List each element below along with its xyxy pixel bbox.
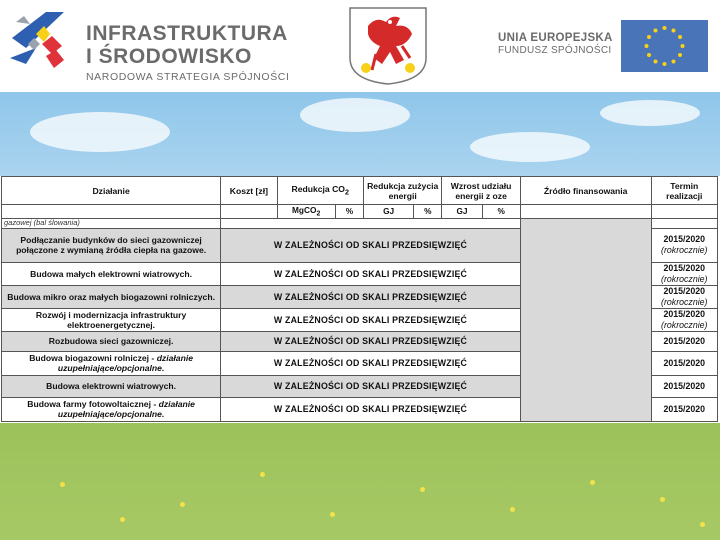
eu-flag-icon (621, 20, 708, 72)
col-header-deadline: Termin realizacji (651, 177, 717, 205)
infrastructure-environment-logo-icon (6, 8, 70, 74)
col-header-energy-reduction: Redukcja zużycia energii (363, 177, 441, 205)
eu-title: UNIA EUROPEJSKA (498, 32, 613, 44)
actions-table (1, 176, 718, 422)
unit-energy-pct: % (414, 205, 442, 219)
row-depends: W ZALEŻNOŚCI OD SKALI PRZEDSIĘWZIĘĆ (221, 285, 521, 308)
row-action: Budowa małych elektrowni wiatrowych. (2, 262, 221, 285)
unit-co2-mg: MgCO$_2$ (277, 205, 335, 219)
row-term: 2015/2020 (rokrocznie) (651, 308, 717, 331)
row-depends: W ZALEŻNOŚCI OD SKALI PRZEDSIĘWZIĘĆ (221, 262, 521, 285)
col-header-cost: Koszt [zł] (221, 177, 277, 205)
unit-oze-pct: % (482, 205, 520, 219)
row-action: Budowa elektrowni wiatrowych. (2, 375, 221, 397)
row-term: 2015/2020 (rokrocznie) (651, 285, 717, 308)
row-depends: W ZALEŻNOŚCI OD SKALI PRZEDSIĘWZIĘĆ (221, 331, 521, 351)
row-term: 2015/2020 (rokrocznie) (651, 228, 717, 262)
row-depends: W ZALEŻNOŚCI OD SKALI PRZEDSIĘWZIĘĆ (221, 375, 521, 397)
row-depends: W ZALEŻNOŚCI OD SKALI PRZEDSIĘWZIĘĆ (221, 308, 521, 331)
row-action: Budowa biogazowni rolniczej - działanie uzupełniające/opcjonalne. (2, 351, 221, 375)
unit-energy-gj: GJ (363, 205, 413, 219)
program-title-line2: I ŚRODOWISKO (86, 45, 252, 68)
row-term: 2015/2020 (651, 397, 717, 421)
griffin-crest-icon (346, 6, 430, 86)
cut-row-text: gazowej (bal ślowania) (4, 218, 80, 228)
row-term: 2015/2020 (651, 351, 717, 375)
eu-subtitle: FUNDUSZ SPÓJNOŚCI (498, 45, 612, 56)
financing-source-cell (520, 218, 651, 421)
row-term: 2015/2020 (651, 375, 717, 397)
row-depends: W ZALEŻNOŚCI OD SKALI PRZEDSIĘWZIĘĆ (221, 397, 521, 421)
row-action: Budowa farmy fotowoltaicznej - działanie uzupełniające/opcjonalne. (2, 397, 221, 421)
eu-fund-name (498, 32, 613, 56)
row-depends: W ZALEŻNOŚCI OD SKALI PRZEDSIĘWZIĘĆ (221, 351, 521, 375)
row-action: Rozwój i modernizacja infrastruktury elektroenergetycznej. (2, 308, 221, 331)
row-term: 2015/2020 (rokrocznie) (651, 262, 717, 285)
header-bar (0, 0, 720, 92)
unit-oze-gj: GJ (442, 205, 482, 219)
row-action: Budowa mikro oraz małych biogazowni rolniczych. (2, 285, 221, 308)
row-depends: W ZALEŻNOŚCI OD SKALI PRZEDSIĘWZIĘĆ (221, 228, 521, 262)
row-action: Rozbudowa sieci gazowniczej. (2, 331, 221, 351)
col-header-renewable-increase: Wzrost udziału energii z oze (442, 177, 520, 205)
program-title-line1: INFRASTRUKTURA (86, 22, 288, 45)
col-header-co2-reduction: Redukcja $CO_2$ (277, 177, 363, 205)
col-header-action: Działanie (2, 177, 221, 205)
program-subtitle: NARODOWA STRATEGIA SPÓJNOŚCI (86, 71, 290, 83)
unit-co2-pct: % (335, 205, 363, 219)
actions-table-panel (0, 176, 720, 423)
program-name (86, 22, 290, 83)
col-header-financing-source: Źródło finansowania (520, 177, 651, 205)
row-action: Podłączanie budynków do sieci gazowniczej połączone z wymianą źródła ciepła na gazowe. (2, 228, 221, 262)
row-term: 2015/2020 (651, 331, 717, 351)
